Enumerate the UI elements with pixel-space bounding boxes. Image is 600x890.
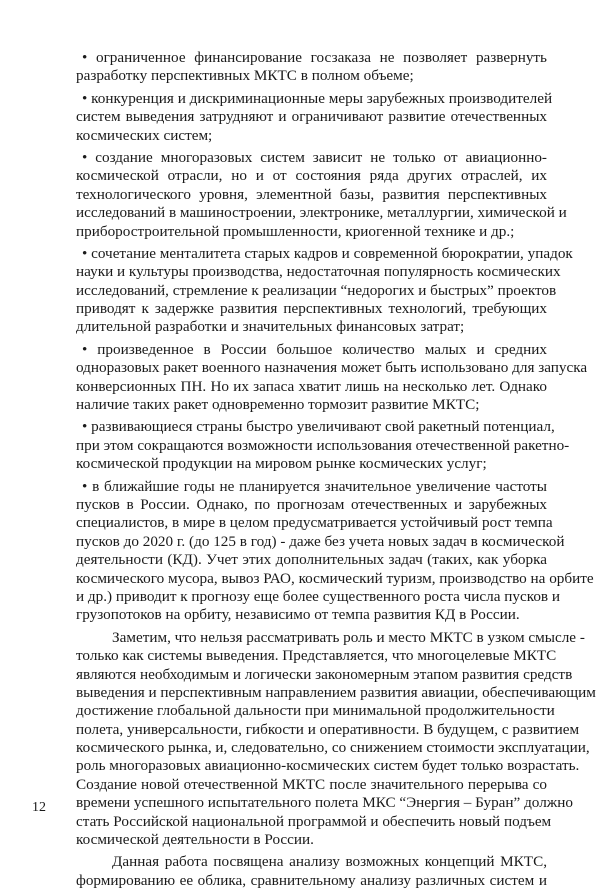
text-line: науки и культуры производства, недостаточная популярность космических — [76, 263, 561, 281]
text-line: формированию ее облика, сравнительному анализу различных систем и — [76, 871, 547, 889]
text-line: систем выведения затрудняют и ограничивают развитие отечественных — [76, 108, 547, 126]
text-line: • сочетание менталитета старых кадров и современной бюрократии, упадок — [82, 244, 573, 262]
text-line: стать Российской национальной программой и обеспечить новый подъем — [76, 812, 552, 830]
text-line: Заметим, что нельзя рассматривать роль и место МКТС в узком смысле - — [112, 628, 585, 646]
text-line: космического мусора, вывоз РАО, космический туризм, производство на орбите — [76, 569, 594, 587]
bullet-item — [76, 49, 547, 86]
text-line: пусков до 2020 г. (до 125 в год) - даже без учета новых задач в космической — [76, 532, 565, 550]
text-line: исследований в машиностроении, электронике, металлургии, химической и — [76, 204, 567, 222]
text-line: • ограниченное финансирование госзаказа не позволяет развернуть — [82, 49, 547, 66]
text-line: космической продукции на мировом рынке космических услуг; — [76, 455, 487, 473]
text-line: разработку перспективных МКТС в полном объеме; — [76, 67, 414, 85]
text-line: являются необходимым и логически закономерным этапом развития средств — [76, 665, 573, 683]
bullet-item — [76, 477, 594, 625]
text-line: приборостроительной промышленности, криогенной технике и др.; — [76, 222, 515, 240]
body-text — [76, 49, 596, 890]
text-line: конверсионных ПН. Но их запаса хватит лишь на несколько лет. Однако — [76, 377, 547, 395]
text-line: и др.) приводит к прогнозу еще более существенного роста числа пусков и — [76, 587, 561, 605]
text-line: достижение глобальной дальности при минимальной продолжительности — [76, 702, 555, 720]
text-line: одноразовых ракет военного назначения может быть использовано для запуска — [76, 359, 588, 377]
text-line: • развивающиеся страны быстро увеличивают свой ракетный потенциал, — [82, 418, 555, 436]
text-line: наличие таких ракет одновременно тормозит развитие МКТС; — [76, 396, 480, 414]
text-line: Создание новой отечественной МКТС после значительного перерыва со — [76, 775, 547, 793]
text-line: • в ближайшие годы не планируется значительное увеличение частоты — [82, 477, 547, 495]
body-paragraph — [76, 853, 547, 890]
text-line: пусков в России. Однако, по прогнозам отечественных и зарубежных — [76, 495, 547, 513]
bullet-item — [76, 244, 573, 337]
text-line: только как системы выведения. Представляется, что многоцелевые МКТС — [76, 647, 557, 665]
text-line: времени успешного испытательного полета МКС “Энергия – Буран” должно — [76, 794, 573, 812]
text-line: технологического уровня, элементной базы, развития перспективных — [76, 185, 547, 203]
text-line: космического рынка, и, следовательно, со снижением стоимости эксплуатации, — [76, 739, 590, 757]
bullet-item — [76, 89, 553, 145]
text-line: полета, универсальности, гибкости и оперативности. В будущем, с развитием — [76, 720, 580, 738]
text-line: Данная работа посвящена анализу возможных концепций МКТС, — [112, 853, 547, 871]
text-line: специалистов, в мире в целом предусматривается устойчивый рост темпа — [76, 514, 553, 532]
text-line: выведения и перспективным направлением развития авиации, обеспечивающим — [76, 683, 596, 701]
bullet-item — [76, 148, 567, 241]
text-line: • произведенное в России большое количество малых и средних — [82, 340, 547, 358]
text-line: космической отрасли, но и от состояния ряда других отраслей, их — [76, 167, 547, 185]
text-line: деятельности (КД). Учет этих дополнительных задач (таких, как уборка — [76, 551, 547, 569]
bullet-item — [76, 340, 588, 415]
text-line: • конкуренция и дискриминационные меры зарубежных производителей — [82, 89, 553, 107]
bullet-item — [76, 418, 570, 473]
text-line: исследований, стремление к реализации “недорогих и быстрых” проектов — [76, 281, 557, 299]
text-line: грузопотоков на орбиту, независимо от темпа развития КД в России. — [76, 606, 520, 624]
text-line: космических систем; — [76, 126, 213, 144]
text-line: • создание многоразовых систем зависит не только от авиационно- — [82, 148, 547, 166]
text-line: роль многоразовых авиационно-космических систем будет только возрастать. — [76, 757, 580, 775]
text-line: длительной разработки и значительных финансовых затрат; — [76, 318, 465, 336]
text-line: при этом сокращаются возможности использования отечественной ракетно- — [76, 436, 570, 454]
body-paragraph — [76, 628, 596, 850]
page-number: 12 — [32, 800, 46, 815]
text-line: космической деятельности в России. — [76, 831, 314, 849]
text-line: приводят к задержке развития перспективных технологий, требующих — [76, 300, 547, 318]
